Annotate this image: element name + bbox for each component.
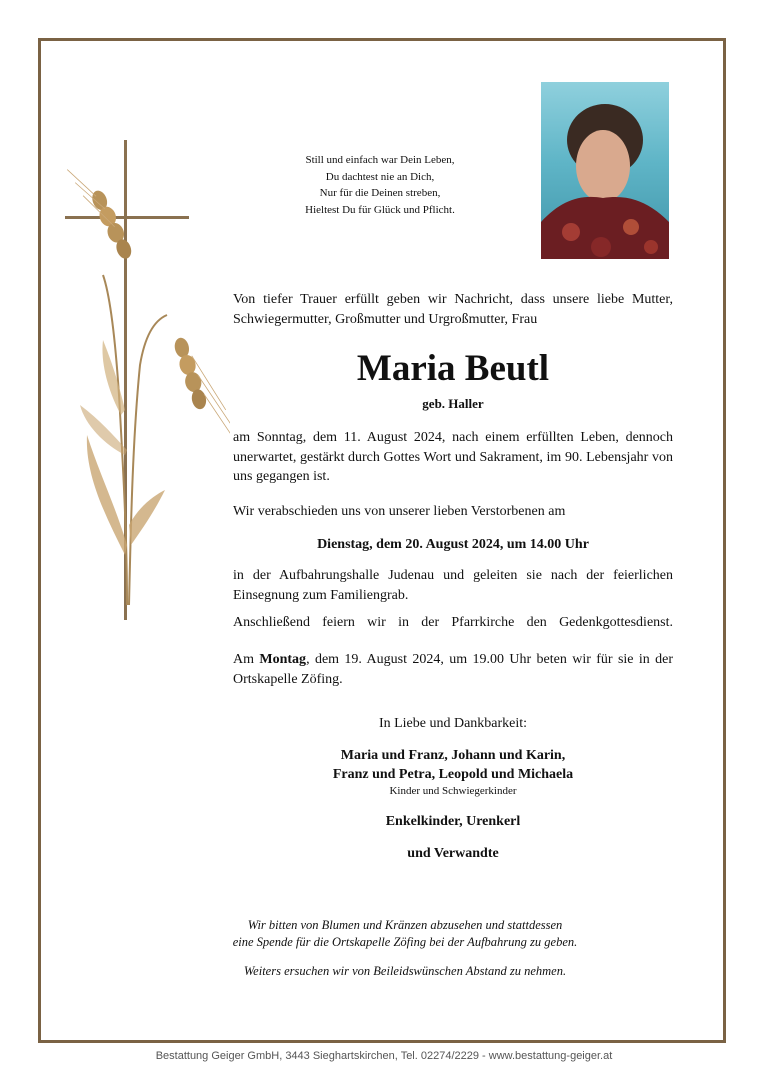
farewell-intro: Wir verabschieden uns von unserer lieben Verstorbenen am (233, 504, 566, 519)
funeral-date: Dienstag, dem 20. August 2024, um 14.00 Uhr (317, 537, 589, 552)
children-line-1: Maria und Franz, Johann und Karin, (340, 748, 566, 763)
condolences-note: Weiters ersuchen wir von Beileidswünschen Abstand zu nehmen. (243, 964, 567, 978)
funeral-place: in der Aufbahrungshalle Judenau und geleiten sie nach der feierlichen Einsegnung zum Familiengrab. (233, 568, 673, 603)
birth-name: geb. Haller (422, 396, 484, 411)
prayer-prefix: Am (233, 652, 260, 667)
children-caption: Kinder und Schwiegerkinder (389, 785, 517, 797)
wheat-icon (67, 158, 134, 267)
prayer-notice (233, 650, 673, 689)
poem-line: Nur für die Deinen streben, (319, 187, 441, 199)
poem-line: Still und einfach war Dein Leben, (305, 154, 455, 166)
poem-line: Hieltest Du für Glück und Pflicht. (305, 203, 455, 216)
deceased-name: Maria Beutl (356, 348, 550, 389)
poem-line: Du dachtest nie an Dich, (325, 170, 435, 183)
closing-text: In Liebe und Dankbarkeit: (378, 716, 528, 731)
relatives: und Verwandte (407, 846, 499, 861)
memorial-mass: Anschließend feiern wir in der Pfarrkirche den Gedenkgottesdienst. (233, 615, 673, 630)
portrait-photo (541, 82, 669, 259)
cross-wheat-illustration (55, 135, 230, 625)
footer: Bestattung Geiger GmbH, 3443 Sieghartskirchen, Tel. 02274/2229 - www.bestattung-geiger.at (155, 1050, 613, 1062)
intro-text: Von tiefer Trauer erfüllt geben wir Nachricht, dass unsere liebe Mutter, Schwiegermutter, Großmutter und Urgroßmutter, Frau (233, 292, 673, 327)
flowers-note-2: eine Spende für die Ortskapelle Zöfing bei der Aufbahrung zu geben. (232, 935, 578, 949)
prayer-rest: , dem 19. August 2024, um 19.00 Uhr beten wir für sie in der Ortskapelle Zöfing. (233, 652, 674, 687)
prayer-day: Montag (259, 652, 307, 667)
children-line-2: Franz und Petra, Leopold und Michaela (332, 767, 574, 782)
death-notice: am Sonntag, dem 11. August 2024, nach einem erfüllten Leben, dennoch unerwartet, gestärkt durch Gottes Wort und Sakrament, im 90. Lebensjahr von uns gegangen ist. (233, 430, 673, 484)
flowers-note-1: Wir bitten von Blumen und Kränzen abzusehen und stattdessen (247, 918, 563, 932)
grandchildren: Enkelkinder, Urenkerl (385, 814, 521, 829)
poem (270, 152, 490, 218)
